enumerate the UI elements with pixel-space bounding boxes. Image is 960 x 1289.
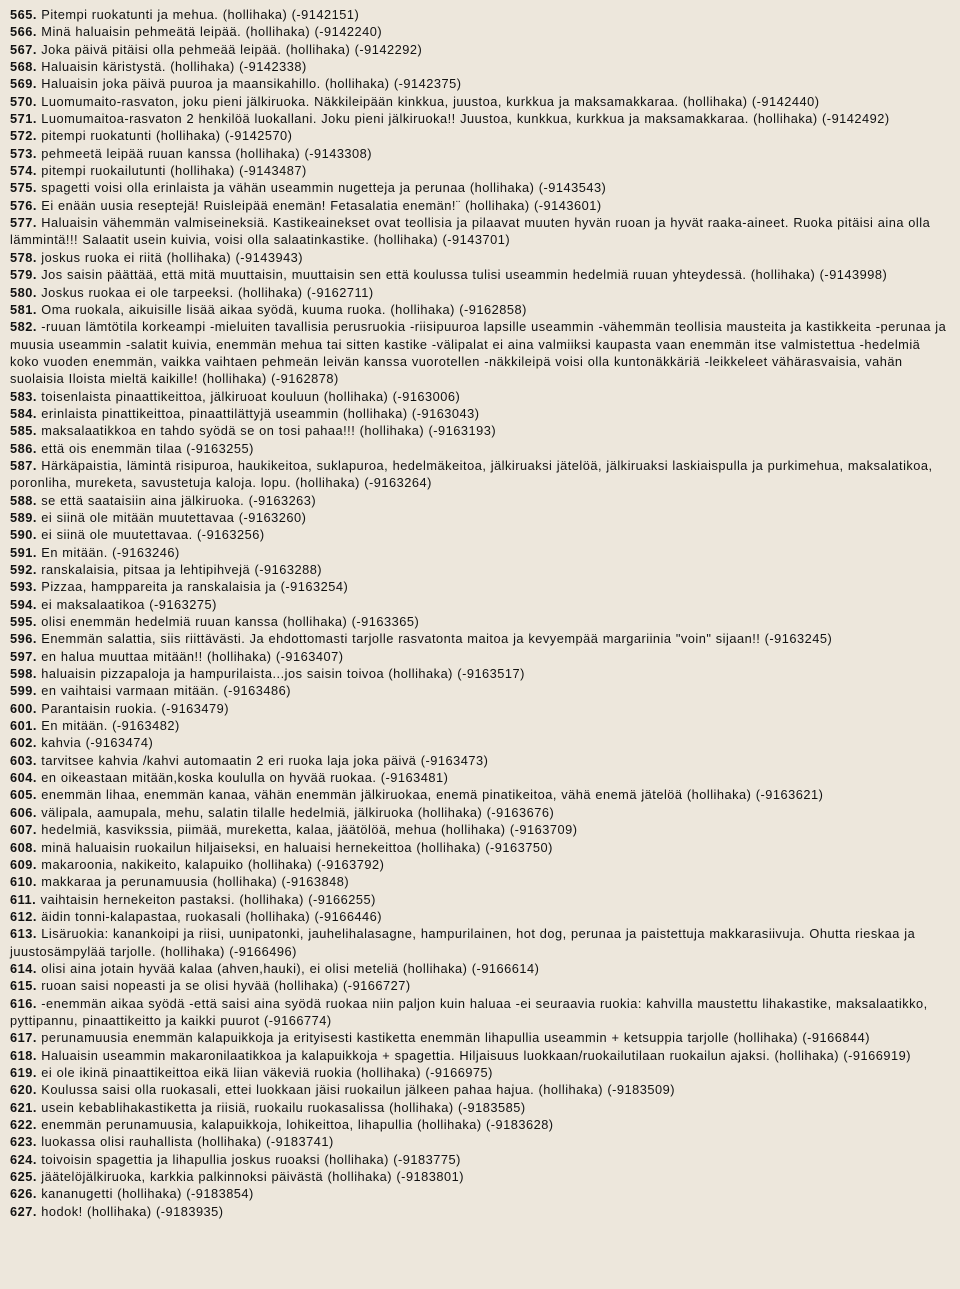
list-item: [10, 145, 950, 162]
entry-number: 610.: [10, 874, 37, 890]
list-item: [10, 1064, 950, 1081]
entry-number: 573.: [10, 145, 37, 161]
entry-text: äidin tonni-kalapastaa, ruokasali (hollihaka) (-9166446): [41, 908, 383, 924]
entry-number: 593.: [10, 579, 37, 595]
entry-number: 612.: [10, 908, 37, 924]
list-item: [10, 995, 950, 1030]
entry-number: 623.: [10, 1134, 37, 1150]
entry-text: olisi enemmän hedelmiä ruuan kanssa (hollihaka) (-9163365): [41, 614, 420, 630]
entry-number: 567.: [10, 41, 37, 57]
list-item: [10, 856, 950, 873]
list-item: [10, 440, 950, 457]
entry-number: 591.: [10, 544, 37, 560]
list-item: [10, 526, 950, 543]
entry-number: 565.: [10, 7, 37, 22]
entry-number: 566.: [10, 24, 37, 40]
list-item: [10, 127, 950, 144]
entry-text: Haluaisin käristystä. (hollihaka) (-9142338): [41, 59, 307, 75]
list-item: [10, 752, 950, 769]
entry-text: maksalaatikkoa en tahdo syödä se on tosi pahaa!!! (hollihaka) (-9163193): [41, 423, 497, 439]
entry-number: 587.: [10, 457, 37, 473]
entry-text: -ruuan lämtötila korkeampi -mieluiten tavallisia perusruokia -riisipuuroa lapsille useammin -vähemmän teollisia mausteita ja kastikkeita -perunaa ja muusia useammin -salatit kuivia, enemmän mehua tai sitten kastike -välipalat ei aina valmiiksi kaupasta vaan enemmän itse valmistettua -hedelmiä koko vuoden enemmän, vaikka vaihtaen pehmeän leivän kanssa vuorotellen -näkkileipä voisi olla kuntonäkkäriä -leikkeleet vähärasvaisia, vahän suolaisia Iloista mieltä kaikille! (hollihaka) (-9162878): [10, 319, 947, 387]
list-item: [10, 1029, 950, 1046]
entry-number: 576.: [10, 197, 37, 213]
list-item: [10, 509, 950, 526]
list-item: [10, 544, 950, 561]
entry-number: 572.: [10, 128, 37, 144]
list-item: [10, 1203, 950, 1220]
entry-number: 599.: [10, 683, 37, 699]
list-item: [10, 457, 950, 492]
entry-number: 624.: [10, 1151, 37, 1167]
entry-number: 607.: [10, 822, 37, 838]
entry-text: en vaihtaisi varmaan mitään. (-9163486): [41, 683, 292, 699]
list-item: [10, 162, 950, 179]
entry-number: 601.: [10, 718, 37, 734]
entry-number: 594.: [10, 596, 37, 612]
list-item: [10, 6, 950, 23]
entry-text: hedelmiä, kasvikssia, piimää, mureketta, kalaa, jäätölöä, mehua (hollihaka) (-9163709): [41, 822, 578, 838]
entry-text: spagetti voisi olla erinlaista ja vähän useammin nugetteja ja perunaa (hollihaka) (-9143543): [41, 180, 607, 196]
entry-text: ruoan saisi nopeasti ja se olisi hyvää (hollihaka) (-9166727): [41, 978, 411, 994]
entry-number: 578.: [10, 249, 37, 265]
list-item: [10, 23, 950, 40]
list-item: [10, 804, 950, 821]
entry-text: perunamuusia enemmän kalapuikkoja ja erityisesti kastiketta enemmän lihapullia useammin + ketsuppia tarjolle (hollihaka) (-9166844): [41, 1030, 871, 1046]
entry-number: 617.: [10, 1030, 37, 1046]
entry-number: 568.: [10, 59, 37, 75]
list-item: [10, 93, 950, 110]
list-item: [10, 734, 950, 751]
entry-number: 574.: [10, 163, 37, 179]
entry-number: 580.: [10, 284, 37, 300]
entry-number: 585.: [10, 423, 37, 439]
entry-text: Joka päivä pitäisi olla pehmeää leipää. (hollihaka) (-9142292): [41, 41, 423, 57]
list-item: [10, 682, 950, 699]
list-item: [10, 422, 950, 439]
entry-number: 569.: [10, 76, 37, 92]
entry-number: 592.: [10, 562, 37, 577]
entry-text: Parantaisin ruokia. (-9163479): [41, 700, 230, 716]
entry-text: haluaisin pizzapaloja ja hampurilaista...jos saisin toivoa (hollihaka) (-9163517): [41, 666, 525, 682]
entry-text: makaroonia, nakikeito, kalapuiko (hollihaka) (-9163792): [41, 856, 385, 872]
entry-text: Pitempi ruokatunti ja mehua. (hollihaka) (-9142151): [41, 7, 360, 22]
entry-text: Joskus ruokaa ei ole tarpeeksi. (hollihaka) (-9162711): [41, 284, 374, 300]
entry-text: pitempi ruokailutunti (hollihaka) (-9143487): [41, 163, 307, 179]
list-item: [10, 284, 950, 301]
entry-number: 622.: [10, 1117, 37, 1132]
entry-text: Jos saisin päättää, että mitä muuttaisin, muuttaisin sen että koulussa tulisi useammin hedelmiä ruuan yhteydessä. (hollihaka) (-9143998): [41, 267, 888, 283]
entry-number: 606.: [10, 804, 37, 820]
list-item: [10, 1185, 950, 1202]
entry-text: toisenlaista pinaattikeittoa, jälkiruoat kouluun (hollihaka) (-9163006): [41, 388, 461, 404]
entry-text: -enemmän aikaa syödä -että saisi aina syödä ruokaa niin paljon kuin haluaa -ei seuraavia ruokia: kahvilla maustettu lihakastike, maksalaatikko, pyttipannu, pinaattikeitto ja kaikki puurot (-9166774): [10, 995, 928, 1028]
list-item: [10, 908, 950, 925]
entry-number: 627.: [10, 1203, 37, 1219]
entry-number: 602.: [10, 735, 37, 751]
entry-text: En mitään. (-9163246): [41, 544, 180, 560]
entry-text: Haluaisin joka päivä puuroa ja maansikahillo. (hollihaka) (-9142375): [41, 76, 462, 92]
list-item: [10, 318, 950, 387]
list-item: [10, 578, 950, 595]
entry-text: en oikeastaan mitään,koska koululla on hyvää ruokaa. (-9163481): [41, 770, 449, 786]
entry-number: 589.: [10, 509, 37, 525]
entry-text: Oma ruokala, aikuisille lisää aikaa syödä, kuuma ruoka. (hollihaka) (-9162858): [41, 301, 527, 317]
list-item: [10, 179, 950, 196]
list-item: [10, 596, 950, 613]
entry-number: 571.: [10, 111, 37, 127]
list-item: [10, 839, 950, 856]
entry-number: 613.: [10, 926, 37, 942]
list-item: [10, 58, 950, 75]
entry-text: ei maksalaatikoa (-9163275): [41, 596, 217, 612]
list-item: [10, 613, 950, 630]
list-item: [10, 1151, 950, 1168]
entry-text: pitempi ruokatunti (hollihaka) (-9142570): [41, 128, 293, 144]
list-item: [10, 769, 950, 786]
entry-number: 597.: [10, 648, 37, 664]
entry-number: 618.: [10, 1047, 37, 1063]
list-item: [10, 75, 950, 92]
entry-number: 603.: [10, 752, 37, 768]
entry-text: ei siinä ole muutettavaa. (-9163256): [41, 527, 265, 543]
entry-number: 584.: [10, 405, 37, 421]
entry-text: olisi aina jotain hyvää kalaa (ahven,hauki), ei olisi meteliä (hollihaka) (-9166614): [41, 960, 540, 976]
entry-number: 579.: [10, 267, 37, 283]
entry-text: enemmän perunamuusia, kalapuikkoja, lohikeittoa, lihapullia (hollihaka) (-9183628): [41, 1117, 554, 1132]
list-item: [10, 960, 950, 977]
entry-text: tarvitsee kahvia /kahvi automaatin 2 eri ruoka laja joka päivä (-9163473): [41, 752, 489, 768]
list-item: [10, 301, 950, 318]
entry-text: En mitään. (-9163482): [41, 718, 180, 734]
entry-number: 595.: [10, 614, 37, 630]
entry-number: 621.: [10, 1099, 37, 1115]
entry-number: 583.: [10, 388, 37, 404]
entry-number: 611.: [10, 891, 37, 907]
list-item: [10, 648, 950, 665]
entry-text: Haluaisin useammin makaronilaatikkoa ja kalapuikkoja + spagettia. Hiljaisuus luokkaan/ruokailutilaan ruokailun ajaksi. (hollihaka) (-9166919): [41, 1047, 911, 1063]
entry-text: Härkäpaistia, lämintä risipuroa, haukikeitoa, suklapuroa, hedelmäkeitoa, jälkiruaksi jätelöä, jälkiruaksi laskiaispulla ja purkimehua, maksalatikoa, poronliha, mureketa, savustetuja kaloja. lopu. (hollihaka) (-9163264): [10, 457, 933, 491]
list-item: [10, 700, 950, 717]
entry-number: 619.: [10, 1064, 37, 1080]
entry-text: joskus ruoka ei riitä (hollihaka) (-9143943): [41, 249, 304, 265]
entry-text: se että saataisiin aina jälkiruoka. (-9163263): [41, 492, 317, 508]
entry-number: 609.: [10, 856, 37, 872]
list-item: [10, 821, 950, 838]
entry-text: kahvia (-9163474): [41, 735, 154, 751]
entry-number: 608.: [10, 839, 37, 855]
entry-text: ranskalaisia, pitsaa ja lehtipihvejä (-9163288): [41, 562, 323, 577]
entry-text: Haluaisin vähemmän valmiseineksiä. Kastikeainekset ovat teollisia ja pilaavat muuten hyvän ruoan ja hyvät raaka-aineet. Ruoka pitäisi aina olla lämmintä!!! Salaatit usein kuivia, voisi olla salaatinkastike. (hollihaka) (-9143701): [10, 215, 931, 248]
list-item: [10, 630, 950, 647]
entry-number: 605.: [10, 787, 37, 803]
entry-text: vaihtaisin hernekeiton pastaksi. (hollihaka) (-9166255): [40, 891, 376, 907]
list-item: [10, 388, 950, 405]
entry-text: jäätelöjälkiruoka, karkkia palkinnoksi päivästä (hollihaka) (-9183801): [41, 1169, 465, 1185]
entry-text: makkaraa ja perunamuusia (hollihaka) (-9163848): [41, 874, 350, 890]
entry-text: pehmeetä leipää ruuan kanssa (hollihaka) (-9143308): [41, 145, 373, 161]
entry-text: toivoisin spagettia ja lihapullia joskus ruoaksi (hollihaka) (-9183775): [41, 1151, 461, 1167]
list-item: [10, 1116, 950, 1133]
entry-text: ei ole ikinä pinaattikeittoa eikä liian väkeviä ruokia (hollihaka) (-9166975): [41, 1064, 493, 1080]
list-item: [10, 561, 950, 578]
list-item: [10, 925, 950, 960]
entry-text: Minä haluaisin pehmeätä leipää. (hollihaka) (-9142240): [41, 24, 383, 40]
list-item: [10, 266, 950, 283]
list-item: [10, 1133, 950, 1150]
entry-text: Koulussa saisi olla ruokasali, ettei luokkaan jäisi ruokailun jälkeen pahaa hajua. (hollihaka) (-9183509): [41, 1082, 676, 1098]
entry-number: 614.: [10, 960, 37, 976]
list-item: [10, 1168, 950, 1185]
list-item: [10, 665, 950, 682]
entry-text: että ois enemmän tilaa (-9163255): [41, 440, 254, 456]
entry-number: 581.: [10, 301, 37, 317]
list-item: [10, 41, 950, 58]
entry-number: 575.: [10, 180, 37, 196]
entry-text: välipala, aamupala, mehu, salatin tilalle hedelmiä, jälkiruoka (hollihaka) (-9163676): [41, 804, 555, 820]
entry-text: Ei enään uusia reseptejä! Ruisleipää enemän! Fetasalatia enemän!¨ (hollihaka) (-9143601): [41, 197, 602, 213]
list-item: [10, 249, 950, 266]
entry-text: luokassa olisi rauhallista (hollihaka) (-9183741): [41, 1134, 334, 1150]
entry-text: kananugetti (hollihaka) (-9183854): [41, 1186, 254, 1202]
list-item: [10, 214, 950, 249]
list-item: [10, 786, 950, 803]
entry-text: usein kebablihakastiketta ja riisiä, ruokailu ruokasalissa (hollihaka) (-9183585): [41, 1099, 526, 1115]
list-item: [10, 977, 950, 994]
list-item: [10, 1047, 950, 1064]
list-item: [10, 873, 950, 890]
list-item: [10, 1099, 950, 1116]
entry-number: 596.: [10, 631, 37, 647]
list-item: [10, 891, 950, 908]
entry-text: ei siinä ole mitään muutettavaa (-9163260): [41, 509, 307, 525]
entry-text: Luomumaito-rasvaton, joku pieni jälkiruoka. Näkkileipään kinkkua, juustoa, kurkkua ja maksamakkaraa. (hollihaka) (-9142440): [41, 93, 820, 109]
entry-number: 600.: [10, 700, 37, 716]
entry-number: 616.: [10, 995, 37, 1011]
entry-text: Enemmän salattia, siis riittävästi. Ja ehdottomasti tarjolle rasvatonta maitoa ja kevyempää margariinia "voin" sijaan!! (-9163245): [41, 631, 833, 647]
entry-number: 588.: [10, 492, 37, 508]
entry-number: 598.: [10, 666, 37, 682]
entry-text: Pizzaa, hamppareita ja ranskalaisia ja (-9163254): [41, 579, 349, 595]
entry-number: 570.: [10, 93, 37, 109]
entry-number: 615.: [10, 978, 37, 994]
entry-number: 620.: [10, 1082, 37, 1098]
entry-number: 582.: [10, 319, 37, 335]
list-item: [10, 110, 950, 127]
list-item: [10, 405, 950, 422]
entry-text: en halua muuttaa mitään!! (hollihaka) (-9163407): [41, 648, 344, 664]
entry-number: 590.: [10, 527, 37, 543]
list-item: [10, 717, 950, 734]
list-item: [10, 1081, 950, 1098]
entry-number: 626.: [10, 1186, 37, 1202]
list-item: [10, 492, 950, 509]
entry-text: Luomumaitoa-rasvaton 2 henkilöä luokallani. Joku pieni jälkiruoka!! Juustoa, kunkkua, kurkkua ja maksamakkaraa. (hollihaka) (-9142492): [41, 111, 890, 127]
entry-text: minä haluaisin ruokailun hiljaiseksi, en haluaisi hernekeittoa (hollihaka) (-9163750): [41, 839, 553, 855]
entry-text: erinlaista pinattikeittoa, pinaattilättyjä useammin (hollihaka) (-9163043): [41, 405, 480, 421]
list-item: [10, 197, 950, 214]
entry-number: 604.: [10, 770, 37, 786]
entry-number: 577.: [10, 215, 37, 231]
entry-text: enemmän lihaa, enemmän kanaa, vähän enemmän jälkiruokaa, enemä pinatikeitoa, vähä enemä jätelöä (hollihaka) (-9163621): [41, 787, 824, 803]
entry-text: hodok! (hollihaka) (-9183935): [41, 1203, 224, 1219]
entry-text: Lisäruokia: kanankoipi ja riisi, uunipatonki, jauhelihalasagne, hampurilainen, hot dog, perunaa ja paistettuja makkarasiivuja. Ohutta rieskaa ja juustosämpylää tarjolle. (hollihaka) (-9166496): [10, 926, 916, 959]
entry-number: 625.: [10, 1169, 37, 1185]
entry-number: 586.: [10, 440, 37, 456]
